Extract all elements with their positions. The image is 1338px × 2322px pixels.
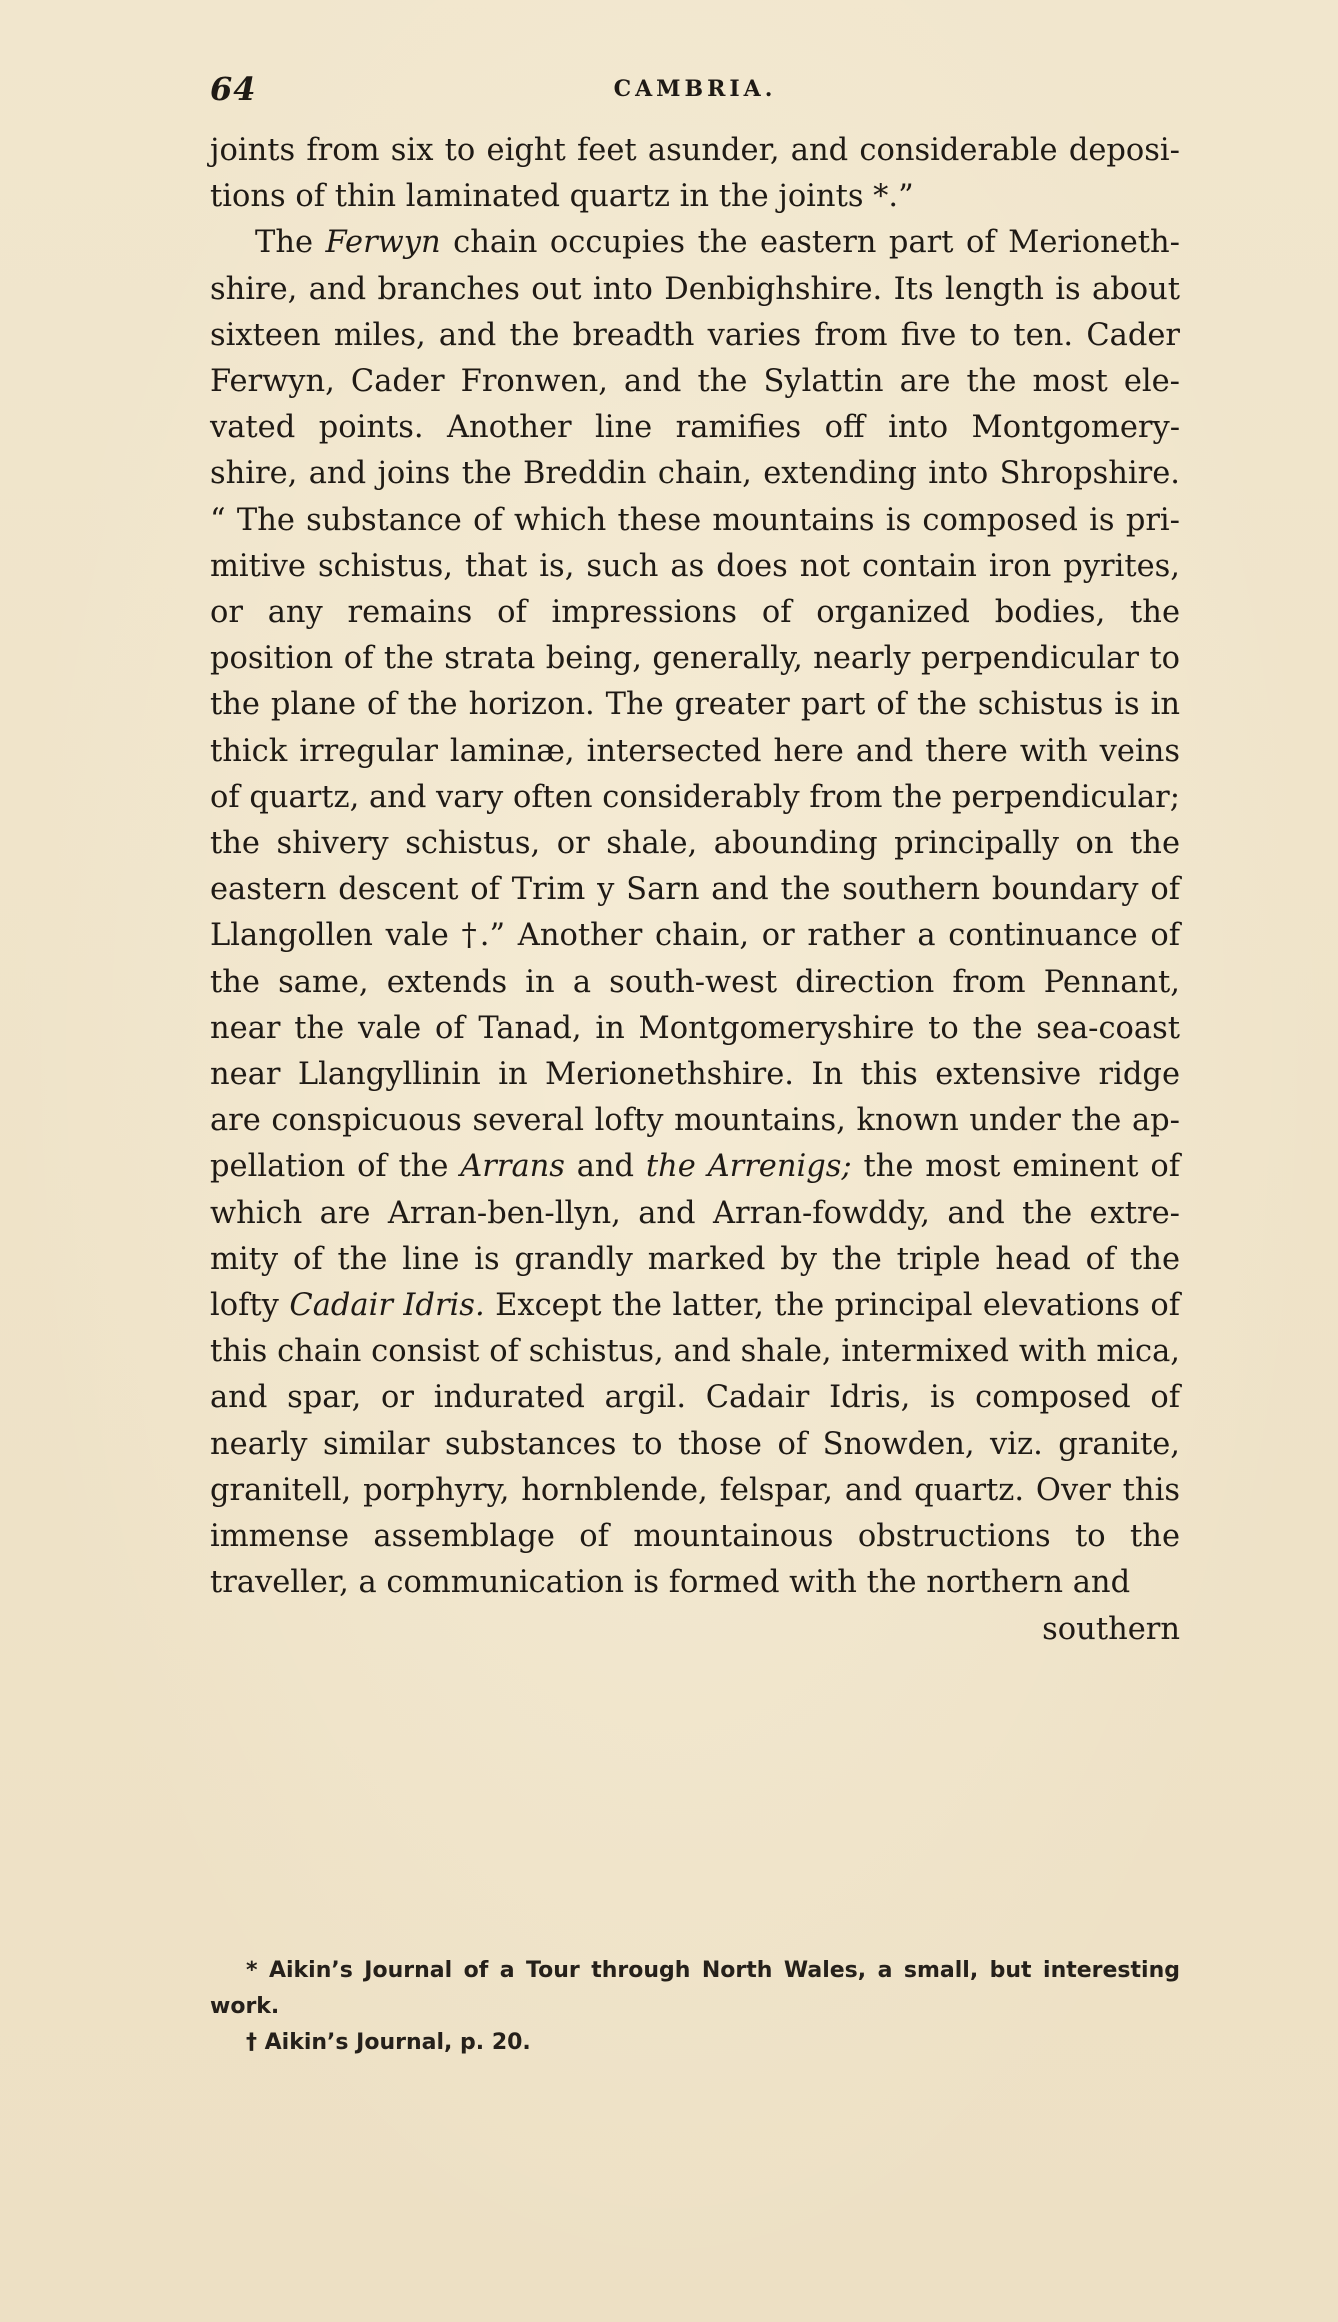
page-number: 64 (210, 70, 257, 108)
text-run: chain occupies the eastern part of Merioneth- shire, and branches out into Denbighshire. Its length is about sixteen miles, and the breadth varies from five to ten. Cader Ferwyn, Cader Fronwen, and the Sylattin are the most ele- vated points. Another line ramifies off into Montgomery- shire, and joins the Breddin chain, extending into Shropshire. “ The substance of which these mountains is composed is pri- mitive schistus, that is, such as does not contain iron pyrites, or any remains of impressions of organized bodies, the position of the strata being, generally, nearly perpendicular to the plane of the horizon. The greater part of the schistus is in thick irregular laminæ, intersected here and there with veins of quartz, and vary often considerably from the perpendicular; the shivery schistus, or shale, abounding principally on the eastern descent of Trim y Sarn and the southern boundary of Llangollen vale †.” Another chain, or rather a continuance of the same, extends in a south-west direction from Pennant, near the vale of Tanad, in Montgomeryshire to the sea-coast near Llangyllinin in Merionethshire. In this extensive ridge are conspicuous several lofty mountains, known under the ap- pellation of the (210, 225, 1180, 1185)
footnotes (210, 1953, 1180, 2061)
body-text (210, 128, 1180, 1653)
footnote-1: * Aikin’s Journal of a Tour through North Wales, a small, but interesting work. (210, 1958, 1180, 2019)
running-head: CAMBRIA. (613, 76, 777, 102)
paragraph-continued: joints from six to eight feet asunder, and considerable deposi- tions of thin laminated quartz in the joints *.” (210, 133, 1180, 215)
text-run: The (255, 225, 326, 261)
italic-cadair-idris: Cadair Idris. (289, 1288, 485, 1324)
text-run: Except the latter, the principal elevations of this chain consist of schistus, and shale, intermixed with mica, and spar, or indurated argil. Cadair Idris, is composed of nearly similar substances to those of Snowden, viz. granite, granitell, porphyry, hornblende, felspar, and quartz. Over this immense assemblage of mountainous obstructions to the traveller, a communication is formed with the northern and (210, 1288, 1180, 1601)
footnote-2: † Aikin’s Journal, p. 20. (246, 2030, 531, 2055)
text-run: the most eminent of which are Arran-ben-llyn, and Arran-fowddy, and the extre- mity of the line is grandly marked by the triple head of the lofty (210, 1149, 1180, 1324)
catchword: southern (1042, 1611, 1180, 1647)
italic-arrans: Arrans (460, 1149, 565, 1185)
text-run: and (564, 1149, 646, 1185)
paragraph-ferwyn-chain (210, 220, 1180, 1606)
italic-arrenigs: the Arrenigs; (645, 1149, 852, 1185)
page-header (210, 70, 1180, 114)
italic-ferwyn: Ferwyn (325, 225, 441, 261)
